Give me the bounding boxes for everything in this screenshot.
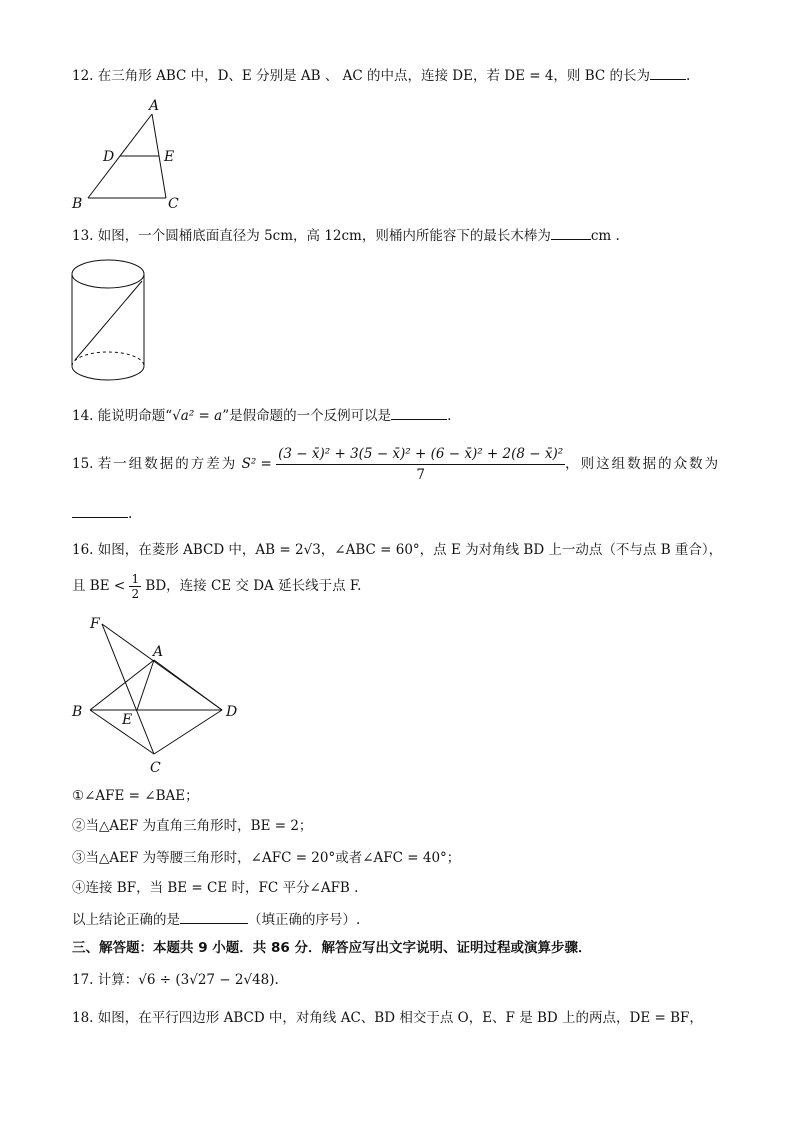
q16-conclusion-a: 以上结论正确的是 <box>72 912 180 928</box>
q12-label-c: C <box>168 196 179 212</box>
q12-label-d: D <box>103 149 115 165</box>
q15-end: . <box>128 506 133 522</box>
q12-label-b: B <box>72 196 83 212</box>
q15-line <box>72 444 720 485</box>
q16-fraction <box>129 572 141 601</box>
q16-label-a: A <box>153 644 164 660</box>
q13-answer-blank <box>551 227 591 240</box>
q17-number: 17. <box>72 972 94 988</box>
q12-triangle-figure <box>68 96 188 212</box>
q15-answer-line <box>72 504 132 524</box>
q14-answer-blank <box>391 407 447 420</box>
q13-line <box>72 226 620 246</box>
q16-conclusion <box>72 910 360 930</box>
q16-frac-num: 1 <box>131 572 140 586</box>
q16-label-c: C <box>150 760 161 776</box>
q16-rhombus-figure <box>68 612 248 778</box>
q16-text-a: 如图，在菱形 ABCD 中，AB = 2√3，∠ABC = 60°，点 E 为对角线 BD 上一动点（不与点 B 重合）， <box>97 542 723 558</box>
q15-numerator: (3 − x̄)² + 3(5 − x̄)² + (6 − x̄)² + 2(8 − x̄)² <box>276 444 565 465</box>
q16-item-2: ②当△AEF 为直角三角形时，BE = 2； <box>72 818 313 834</box>
q14-text-b: ”是假命题的一个反例可以是 <box>222 408 392 424</box>
q16-number: 16. <box>72 542 94 558</box>
section-3-heading: 三、解答题：本题共 9 小题．共 86 分．解答应写出文字说明、证明过程或演算步骤． <box>72 940 592 956</box>
q15-text-a: 若一组数据的方差为 <box>97 456 238 472</box>
q15-fraction <box>276 444 565 485</box>
q16-item-3: ③当△AEF 为等腰三角形时，∠AFC = 20°或者∠AFC = 40°； <box>72 850 461 866</box>
q16-label-f: F <box>90 616 100 632</box>
q16-label-b: B <box>72 704 83 720</box>
q16-label-e: E <box>122 712 133 728</box>
q18-number: 18. <box>72 1010 94 1026</box>
q16-answer-blank <box>180 911 248 924</box>
q14-number: 14. <box>72 408 94 424</box>
q13-number: 13. <box>72 228 94 244</box>
q12-number: 12. <box>72 68 94 84</box>
q16-frac-den: 2 <box>131 587 140 601</box>
q16-conclusion-b: （填正确的序号）. <box>248 912 361 928</box>
q17-line <box>72 970 279 990</box>
q15-denominator: 7 <box>416 467 425 483</box>
q13-cylinder-figure <box>70 256 150 388</box>
q15-s2: S² = <box>241 456 272 472</box>
q16-item-4: ④连接 BF，当 BE = CE 时，FC 平分∠AFB . <box>72 880 359 896</box>
q12-label-a: A <box>149 98 160 114</box>
q16-text-b2: BD，连接 CE 交 DA 延长线于点 F. <box>145 578 362 594</box>
q13-text: 如图，一个圆桶底面直径为 5cm，高 12cm，则桶内所能容下的最长木棒为 <box>97 228 551 244</box>
q15-number: 15. <box>72 456 94 472</box>
q17-text: 计算：√6 ÷ (3√27 − 2√48). <box>97 972 279 988</box>
q16-text-b1: 且 BE < <box>72 578 126 594</box>
q12-line <box>72 66 690 86</box>
q18-line <box>72 1008 703 1028</box>
q16-line-2 <box>72 572 361 601</box>
q18-text: 如图，在平行四边形 ABCD 中，对角线 AC、BD 相交于点 O，E、F 是 BD 上的两点，DE = BF， <box>97 1010 703 1026</box>
q12-label-e: E <box>164 149 175 165</box>
q12-text: 在三角形 ABC 中，D、E 分别是 AB 、 AC 的中点，连接 DE，若 DE = 4，则 BC 的长为 <box>97 68 651 84</box>
q14-end: . <box>447 408 452 424</box>
q15-answer-blank <box>72 505 128 518</box>
q13-unit: cm . <box>590 228 620 244</box>
q16-item-1: ①∠AFE = ∠BAE； <box>72 788 199 804</box>
q16-line-1 <box>72 540 722 560</box>
q16-label-d: D <box>226 704 238 720</box>
q14-math: √a² = a <box>172 408 223 424</box>
q12-end: . <box>686 68 691 84</box>
q14-line <box>72 406 451 426</box>
q12-answer-blank <box>650 67 686 80</box>
q15-text-b: ，则这组数据的众数为 <box>565 456 721 472</box>
q14-text-a: 能说明命题“ <box>97 408 173 424</box>
